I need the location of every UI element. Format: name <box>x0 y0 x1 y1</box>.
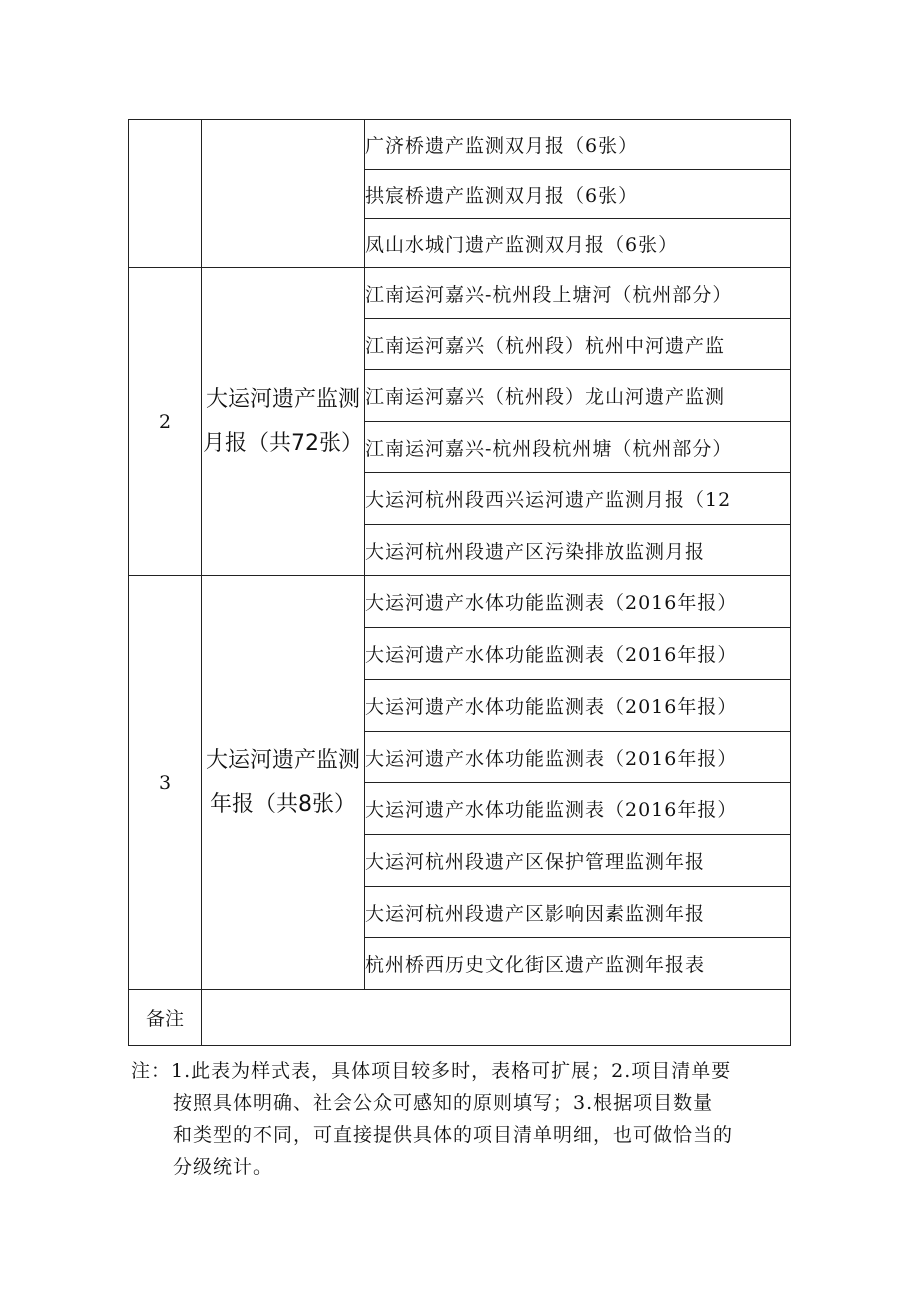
section3-item: 大运河杭州段遗产区保护管理监测年报 <box>365 835 791 887</box>
section2-item: 大运河杭州段西兴运河遗产监测月报（12 <box>365 473 791 525</box>
footnote-prefix: 注： <box>131 1060 172 1082</box>
section1-title <box>202 120 365 268</box>
section3-item: 大运河遗产水体功能监测表（2016年报） <box>365 628 791 680</box>
section3-number: 3 <box>129 576 202 990</box>
section2-item: 江南运河嘉兴-杭州段杭州塘（杭州部分） <box>365 422 791 473</box>
section2-item: 江南运河嘉兴-杭州段上塘河（杭州部分） <box>365 268 791 319</box>
section3-item: 杭州桥西历史文化街区遗产监测年报表 <box>365 938 791 990</box>
footnote-line-2: 按照具体明确、社会公众可感知的原则填写；3.根据项目数量 <box>173 1092 714 1114</box>
section3-item: 大运河遗产水体功能监测表（2016年报） <box>365 732 791 783</box>
section1-item: 广济桥遗产监测双月报（6张） <box>365 120 791 170</box>
section1-number <box>129 120 202 268</box>
section2-title: 大运河遗产监测月报（共72张） <box>202 268 365 576</box>
section2-item: 江南运河嘉兴（杭州段）龙山河遗产监测 <box>365 370 791 422</box>
section3-item: 大运河遗产水体功能监测表（2016年报） <box>365 680 791 732</box>
report-table <box>128 119 791 1046</box>
section1-item: 拱宸桥遗产监测双月报（6张） <box>365 170 791 219</box>
section1-item: 凤山水城门遗产监测双月报（6张） <box>365 219 791 268</box>
footnote <box>131 1055 796 1183</box>
section3-title: 大运河遗产监测年报（共8张） <box>202 576 365 990</box>
section2-item: 江南运河嘉兴（杭州段）杭州中河遗产监 <box>365 319 791 370</box>
remarks-value <box>202 990 791 1046</box>
section2-number: 2 <box>129 268 202 576</box>
section3-item: 大运河杭州段遗产区影响因素监测年报 <box>365 887 791 938</box>
section3-item: 大运河遗产水体功能监测表（2016年报） <box>365 576 791 628</box>
footnote-line-1: 注：1.此表为样式表，具体项目较多时，表格可扩展；2.项目清单要 <box>131 1060 732 1082</box>
footnote-line-4: 分级统计。 <box>173 1156 274 1178</box>
footnote-line-3: 和类型的不同，可直接提供具体的项目清单明细，也可做恰当的 <box>173 1124 734 1146</box>
section2-item: 大运河杭州段遗产区污染排放监测月报 <box>365 525 791 576</box>
section3-item: 大运河遗产水体功能监测表（2016年报） <box>365 783 791 835</box>
remarks-label: 备注 <box>129 990 202 1046</box>
